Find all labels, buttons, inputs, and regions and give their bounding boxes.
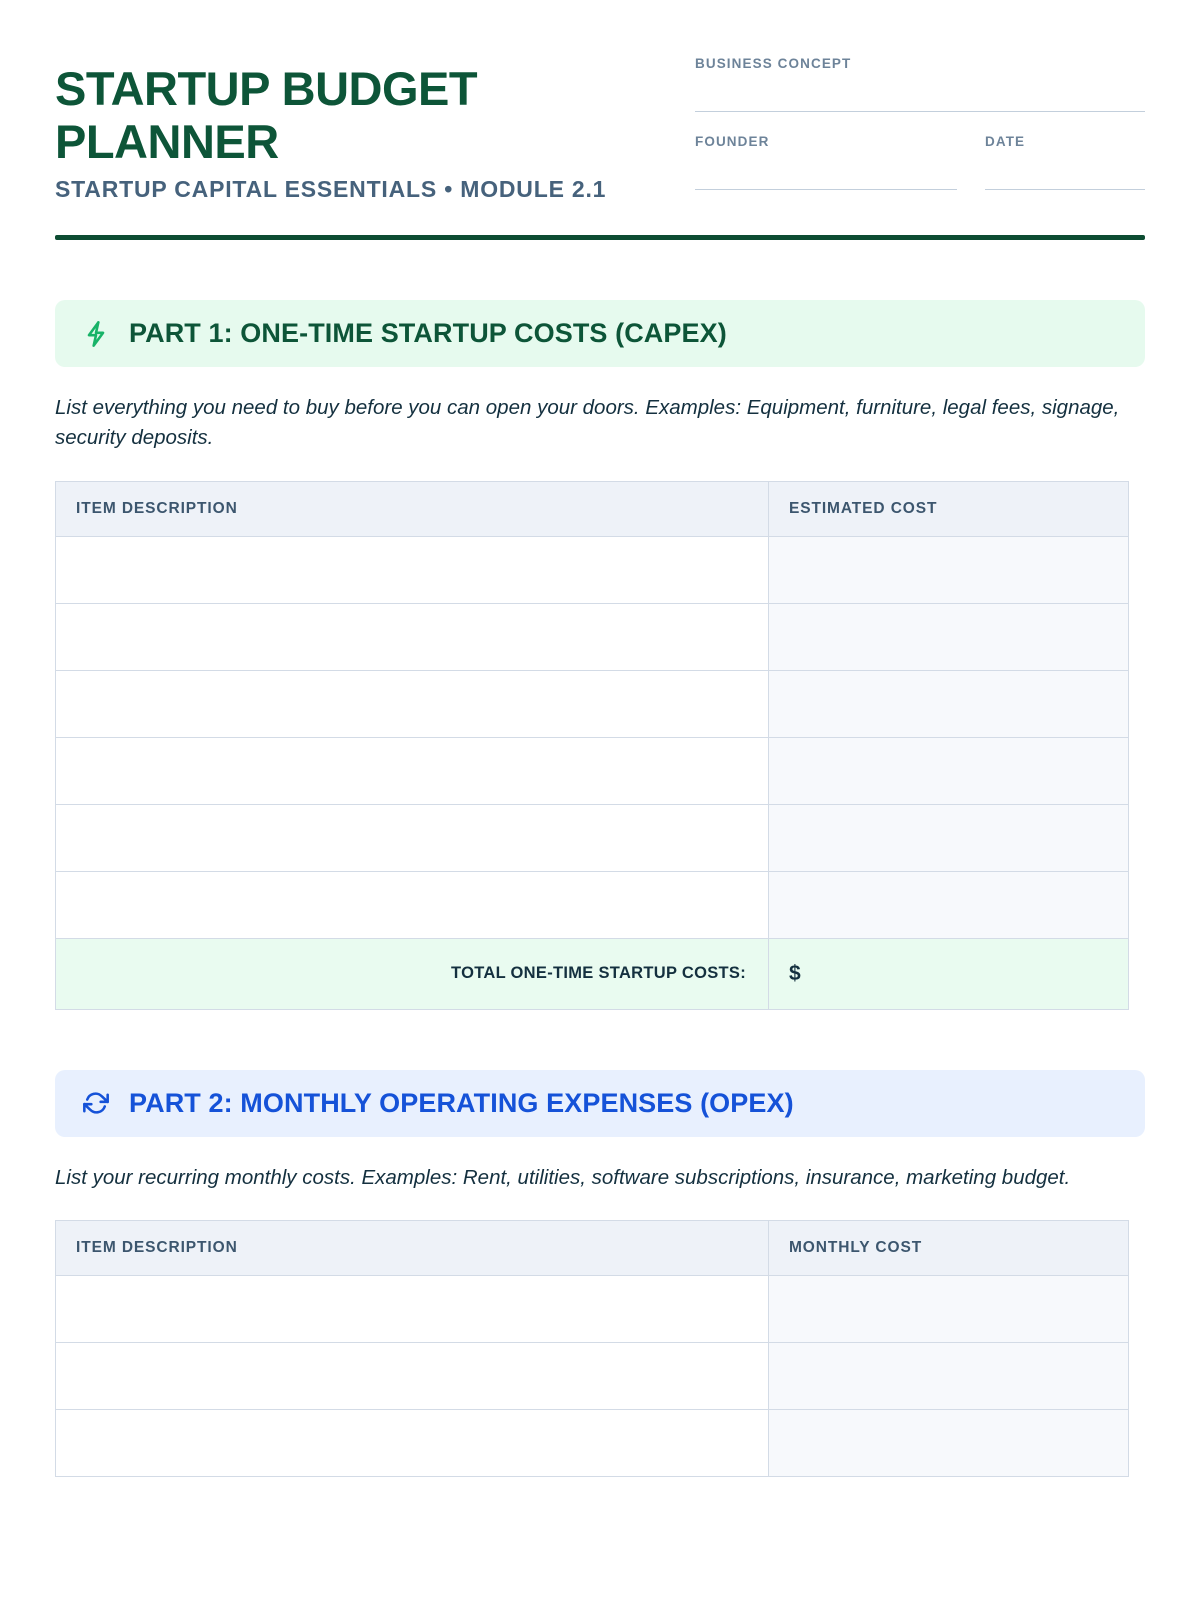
header-fields: [695, 52, 1145, 190]
lightning-bolt-icon: [81, 319, 111, 349]
table-row: [56, 1276, 1129, 1343]
opex-cost-input[interactable]: [769, 1343, 1129, 1410]
capex-table: [55, 481, 1129, 1010]
opex-col-cost: MONTHLY COST: [769, 1221, 1129, 1276]
capex-total-input[interactable]: $: [769, 938, 1129, 1009]
capex-description-input[interactable]: [56, 804, 769, 871]
capex-description-input[interactable]: [56, 603, 769, 670]
capex-cost-input[interactable]: [769, 737, 1129, 804]
capex-description-input[interactable]: [56, 536, 769, 603]
capex-cost-input[interactable]: [769, 804, 1129, 871]
founder-field[interactable]: [695, 134, 957, 190]
capex-cost-input[interactable]: [769, 603, 1129, 670]
page-title: STARTUP BUDGET PLANNER: [55, 62, 478, 169]
table-row: [56, 804, 1129, 871]
opex-table: [55, 1220, 1129, 1477]
capex-description-input[interactable]: [56, 737, 769, 804]
opex-description-input[interactable]: [56, 1343, 769, 1410]
table-row: [56, 670, 1129, 737]
title-block: [55, 52, 675, 203]
business-concept-field[interactable]: [695, 56, 1145, 112]
opex-col-description: ITEM DESCRIPTION: [56, 1221, 769, 1276]
capex-table-header-row: [56, 481, 1129, 536]
document-header: [55, 52, 1145, 203]
section-opex-description: List your recurring monthly costs. Examples: Rent, utilities, software subscriptions, insurance, marketing budget.: [55, 1165, 1071, 1189]
capex-cost-input[interactable]: [769, 536, 1129, 603]
refresh-cycle-icon: [81, 1088, 111, 1118]
page-subtitle: STARTUP CAPITAL ESSENTIALS • MODULE 2.1: [55, 176, 607, 203]
section-opex-banner: [55, 1070, 1145, 1137]
table-row: [56, 1410, 1129, 1477]
capex-total-label: TOTAL ONE-TIME STARTUP COSTS:: [56, 938, 769, 1009]
business-concept-label: BUSINESS CONCEPT: [695, 56, 852, 71]
capex-col-description: ITEM DESCRIPTION: [56, 481, 769, 536]
table-row: [56, 1343, 1129, 1410]
capex-description-input[interactable]: [56, 670, 769, 737]
section-opex: [55, 1070, 1145, 1478]
capex-cost-input[interactable]: [769, 871, 1129, 938]
table-row: [56, 737, 1129, 804]
capex-col-cost: ESTIMATED COST: [769, 481, 1129, 536]
capex-cost-input[interactable]: [769, 670, 1129, 737]
section-opex-title: PART 2: MONTHLY OPERATING EXPENSES (OPEX): [129, 1087, 794, 1118]
date-label: DATE: [985, 134, 1026, 149]
section-capex: [55, 300, 1145, 1009]
business-concept-input[interactable]: [695, 71, 1145, 112]
capex-description-input[interactable]: [56, 871, 769, 938]
date-field[interactable]: [985, 134, 1145, 190]
opex-table-header-row: [56, 1221, 1129, 1276]
table-row: [56, 871, 1129, 938]
opex-cost-input[interactable]: [769, 1410, 1129, 1477]
capex-total-row: [56, 938, 1129, 1009]
opex-description-input[interactable]: [56, 1276, 769, 1343]
date-input[interactable]: [985, 149, 1145, 190]
section-capex-description: List everything you need to buy before you can open your doors. Examples: Equipment, furniture, legal fees, signage, security deposits.: [55, 396, 1120, 449]
founder-label: FOUNDER: [695, 134, 770, 149]
table-row: [56, 603, 1129, 670]
section-capex-banner: [55, 300, 1145, 367]
section-capex-title: PART 1: ONE-TIME STARTUP COSTS (CAPEX): [129, 318, 727, 349]
founder-input[interactable]: [695, 149, 957, 190]
header-divider: [55, 235, 1145, 240]
table-row: [56, 536, 1129, 603]
opex-cost-input[interactable]: [769, 1276, 1129, 1343]
opex-description-input[interactable]: [56, 1410, 769, 1477]
